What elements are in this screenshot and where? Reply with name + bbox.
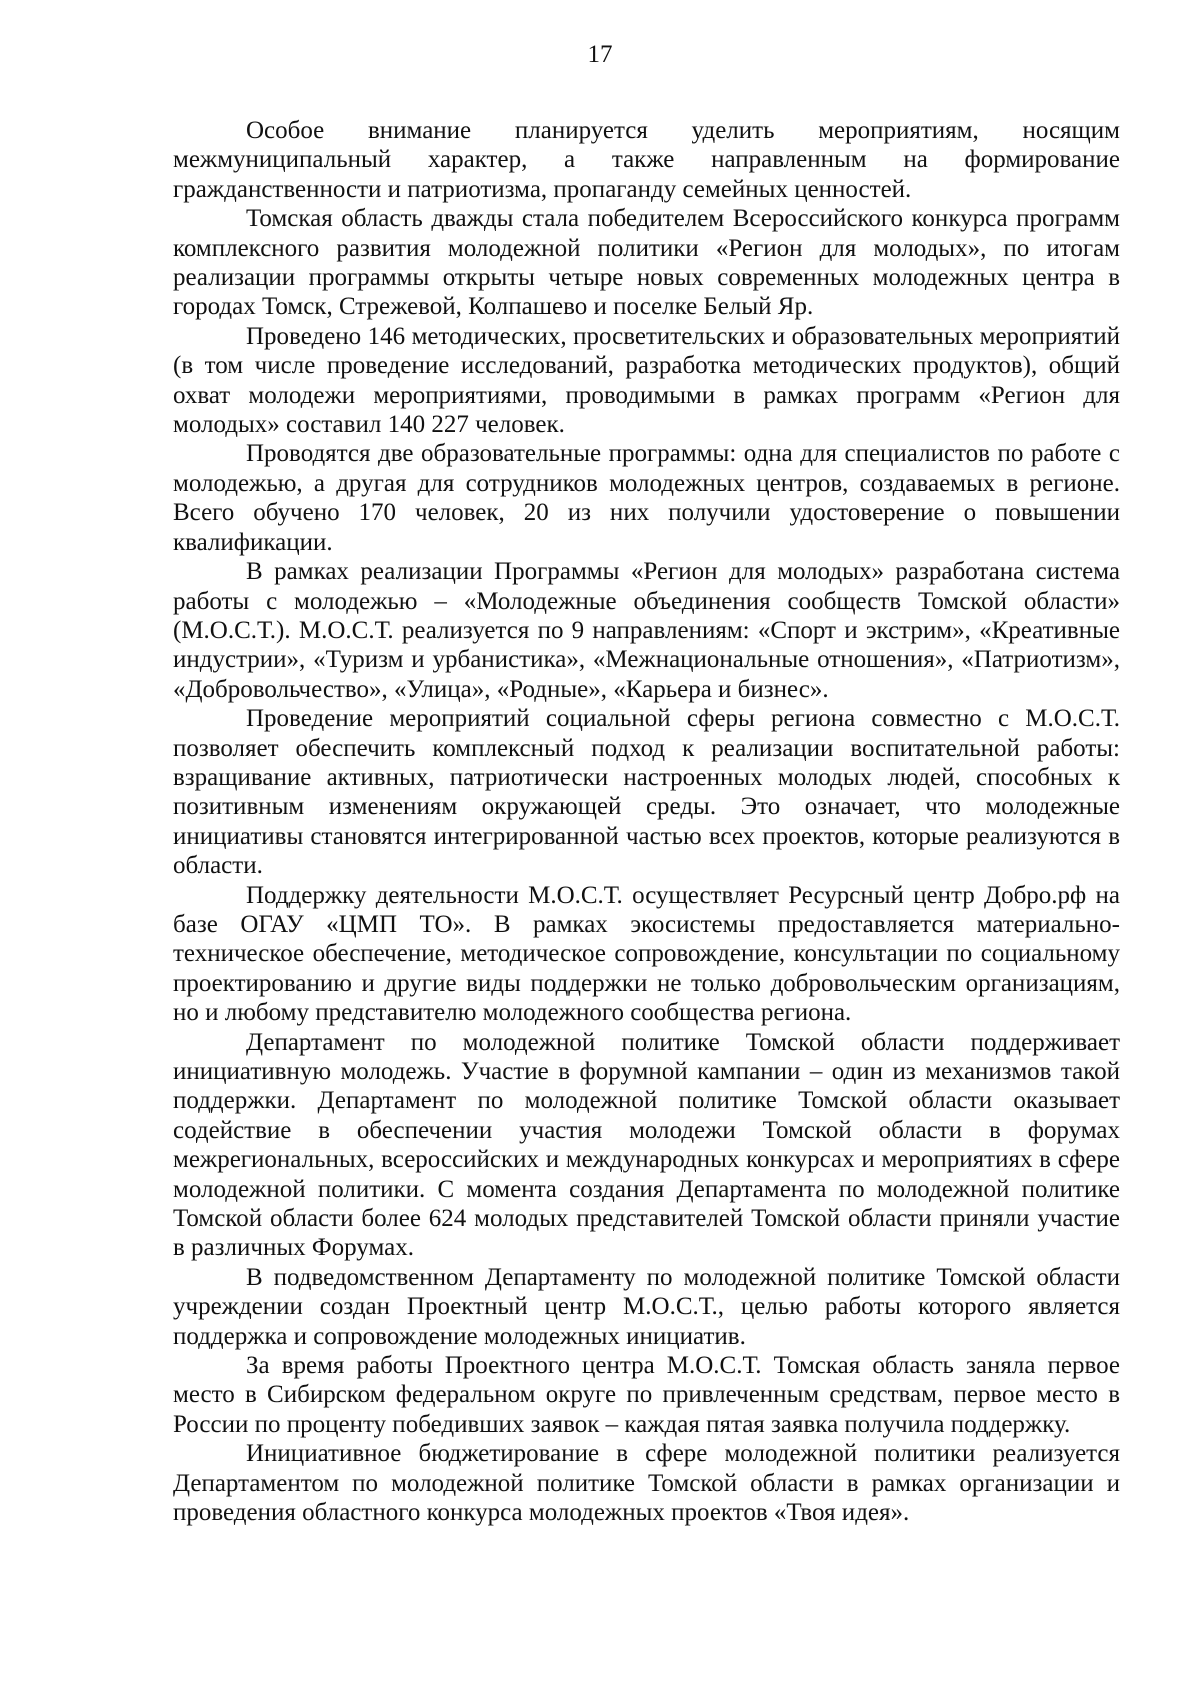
paragraph: В подведомственном Департаменту по молодежной политике Томской области учреждении создан Проектный центр М.О.С.Т., целью работы которого является поддержка и сопровождение молодежных инициатив. (173, 1263, 1120, 1350)
paragraph: Проведение мероприятий социальной сферы региона совместно с М.О.С.Т. позволяет обеспечить комплексный подход к реализации воспитательной работы: взращивание активных, патриотически настроенных молодых людей, способных к позитивным изменениям окружающей среды. Это означает, что молодежные инициативы становятся интегрированной частью всех проектов, которые реализуются в области. (173, 705, 1120, 880)
paragraph: Проводятся две образовательные программы: одна для специалистов по работе с молодежью, а другая для сотрудников молодежных центров, создаваемых в регионе. Всего обучено 170 человек, 20 из них получили удостоверение о повышении квалификации. (173, 440, 1120, 556)
page-number: 17 (587, 41, 613, 68)
paragraph: Департамент по молодежной политике Томской области поддерживает инициативную молодежь. Участие в форумной кампании – один из механизмов такой поддержки. Департамент по молодежной политике Томской области оказывает содействие в обеспечении участия молодежи Томской области в форумах межрегиональных, всероссийских и международных конкурсах и мероприятиях в сфере молодежной политики. С момента создания Департамента по молодежной политике Томской области более 624 молодых представителей Томской области приняли участие в различных Форумах. (173, 1028, 1120, 1262)
paragraph: Инициативное бюджетирование в сфере молодежной политики реализуется Департаментом по молодежной политике Томской области в рамках организации и проведения областного конкурса молодежных проектов «Твоя идея». (173, 1440, 1120, 1527)
paragraph: Томская область дважды стала победителем Всероссийского конкурса программ комплексного развития молодежной политики «Регион для молодых», по итогам реализации программы открыты четыре новых современных молодежных центра в городах Томск, Стрежевой, Колпашево и поселке Белый Яр. (173, 205, 1120, 321)
paragraph: В рамках реализации Программы «Регион для молодых» разработана система работы с молодежью – «Молодежные объединения сообществ Томской области» (М.О.С.Т.). М.О.С.Т. реализуется по 9 направлениям: «Спорт и экстрим», «Креативные индустрии», «Туризм и урбанистика», «Межнациональные отношения», «Патриотизм», «Добровольчество», «Улица», «Родные», «Карьера и бизнес». (173, 558, 1120, 703)
document-body (173, 116, 1120, 1528)
paragraph: Особое внимание планируется уделить мероприятиям, носящим межмуниципальный характер, а также направленным на формирование гражданственности и патриотизма, пропаганду семейных ценностей. (173, 117, 1120, 203)
paragraph: Проведено 146 методических, просветительских и образовательных мероприятий (в том числе проведение исследований, разработка методических продуктов), общий охват молодежи мероприятиями, проводимыми в рамках программ «Регион для молодых» составил 140 227 человек. (173, 322, 1120, 439)
paragraph: Поддержку деятельности М.О.С.Т. осуществляет Ресурсный центр Добро.рф на базе ОГАУ «ЦМП ТО». В рамках экосистемы предоставляется материально-техническое обеспечение, методическое сопровождение, консультации по социальному проектированию и другие виды поддержки не только добровольческим организациям, но и любому представителю молодежного сообщества региона. (173, 881, 1120, 1027)
paragraph: За время работы Проектного центра М.О.С.Т. Томская область заняла первое место в Сибирском федеральном округе по привлеченным средствам, первое место в России по проценту победивших заявок – каждая пятая заявка получила поддержку. (173, 1352, 1120, 1438)
